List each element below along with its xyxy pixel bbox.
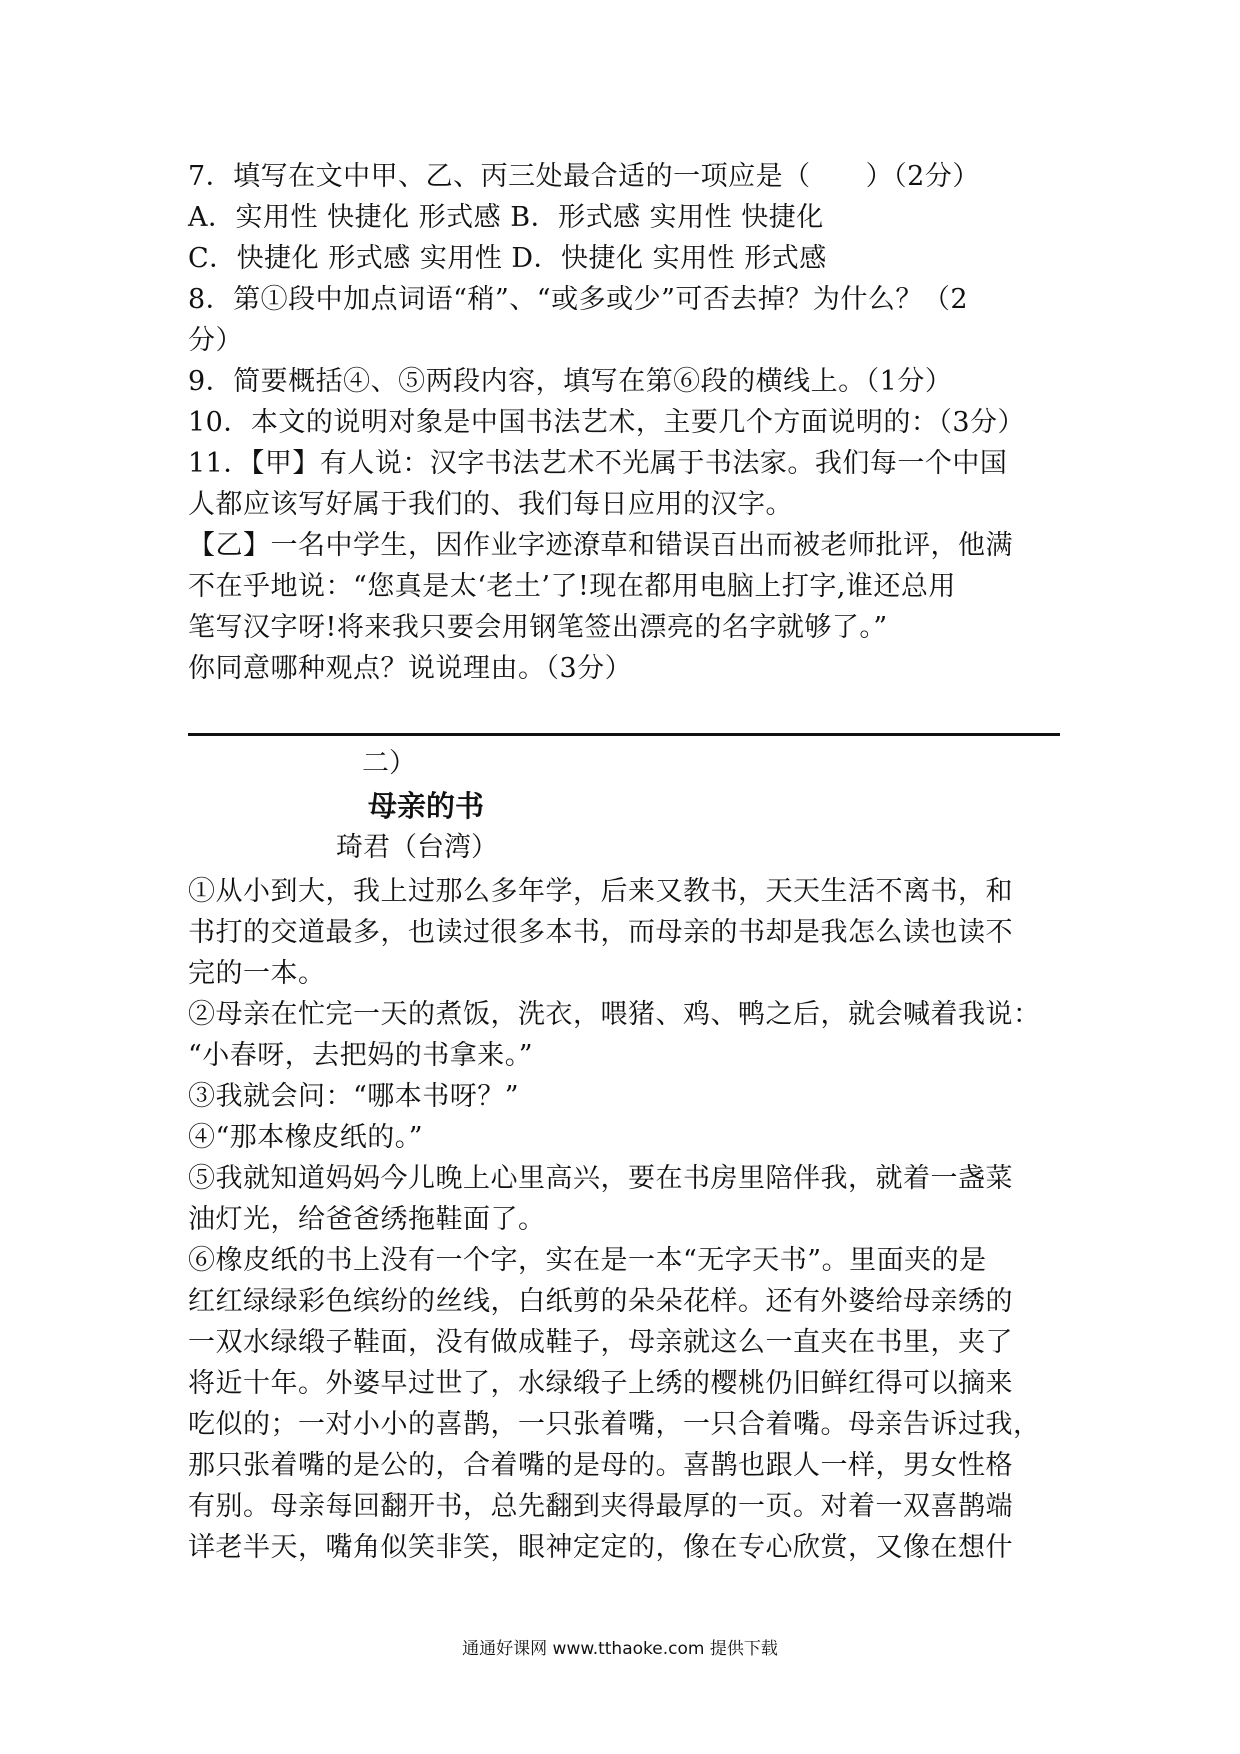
article-line: ⑥橡皮纸的书上没有一个字，实在是一本“无字天书”。里面夹的是 — [188, 1245, 987, 1276]
question-7-options-cd: C．快捷化 形式感 实用性 D．快捷化 实用性 形式感 — [188, 243, 827, 274]
article-body — [188, 871, 1068, 1568]
questions-block — [188, 156, 1068, 689]
article-line: 吃似的；一对小小的喜鹊，一只张着嘴，一只合着嘴。母亲告诉过我， — [188, 1409, 1041, 1440]
article-line: ②母亲在忙完一天的煮饭，洗衣，喂猪、鸡、鸭之后，就会喊着我说： — [188, 999, 1041, 1030]
article-line: 一双水绿缎子鞋面，没有做成鞋子，母亲就这么一直夹在书里，夹了 — [188, 1327, 1013, 1358]
question-11-yi-cont: 不在乎地说：“您真是太‘老土’了!现在都用电脑上打字,谁还总用 — [188, 571, 956, 602]
article-line: 书打的交道最多，也读过很多本书，而母亲的书却是我怎么读也读不 — [188, 917, 1013, 948]
article-author: 琦君（台湾） — [336, 832, 498, 863]
article-line: ③我就会问：“哪本书呀？” — [188, 1081, 520, 1112]
question-11: 11．【甲】有人说：汉字书法艺术不光属于书法家。我们每一个中国 — [188, 448, 1008, 479]
question-11-yi: 【乙】一名中学生，因作业字迹潦草和错误百出而被老师批评，他满 — [188, 530, 1013, 561]
article-line: 油灯光，给爸爸绣拖鞋面了。 — [188, 1204, 546, 1235]
question-8: 8．第①段中加点词语“稍”、“或多或少”可否去掉？为什么？（2 — [188, 284, 969, 315]
question-11-cont: 人都应该写好属于我们的、我们每日应用的汉字。 — [188, 489, 793, 520]
question-11-yi-cont-2: 笔写汉字呀!将来我只要会用钢笔签出漂亮的名字就够了。” — [188, 612, 888, 643]
article-line: ①从小到大，我上过那么多年学，后来又教书，天天生活不离书，和 — [188, 876, 1013, 907]
article-line: 详老半天，嘴角似笑非笑，眼神定定的，像在专心欣赏，又像在想什 — [188, 1532, 1013, 1563]
section-divider — [188, 733, 1060, 736]
question-7: 7．填写在文中甲、乙、丙三处最合适的一项应是（ ）（2分） — [188, 161, 980, 192]
question-8-cont: 分） — [188, 325, 243, 356]
article-line: 将近十年。外婆早过世了，水绿缎子上绣的樱桃仍旧鲜红得可以摘来 — [188, 1368, 1013, 1399]
section-label: 二） — [362, 748, 416, 779]
article-title: 母亲的书 — [368, 789, 485, 823]
article-line: 红红绿绿彩色缤纷的丝线，白纸剪的朵朵花样。还有外婆给母亲绣的 — [188, 1286, 1013, 1317]
page-footer: 通通好课网 www.tthaoke.com 提供下载 — [462, 1639, 778, 1659]
article-line: ⑤我就知道妈妈今儿晚上心里高兴，要在书房里陪伴我，就着一盏菜 — [188, 1163, 1013, 1194]
article-line: ④“那本橡皮纸的。” — [188, 1122, 424, 1153]
article-line: 完的一本。 — [188, 958, 326, 989]
question-11-prompt: 你同意哪种观点？说说理由。（3分） — [188, 653, 633, 684]
question-9: 9．简要概括④、⑤两段内容，填写在第⑥段的横线上。（1分） — [188, 366, 953, 397]
question-7-options-ab: A．实用性 快捷化 形式感 B．形式感 实用性 快捷化 — [188, 202, 824, 233]
question-10: 10．本文的说明对象是中国书法艺术，主要几个方面说明的：（3分） — [188, 407, 1026, 438]
article-line: “小春呀，去把妈的书拿来。” — [188, 1040, 534, 1071]
article-line: 那只张着嘴的是公的，合着嘴的是母的。喜鹊也跟人一样，男女性格 — [188, 1450, 1013, 1481]
article-line: 有别。母亲每回翻开书，总先翻到夹得最厚的一页。对着一双喜鹊端 — [188, 1491, 1013, 1522]
